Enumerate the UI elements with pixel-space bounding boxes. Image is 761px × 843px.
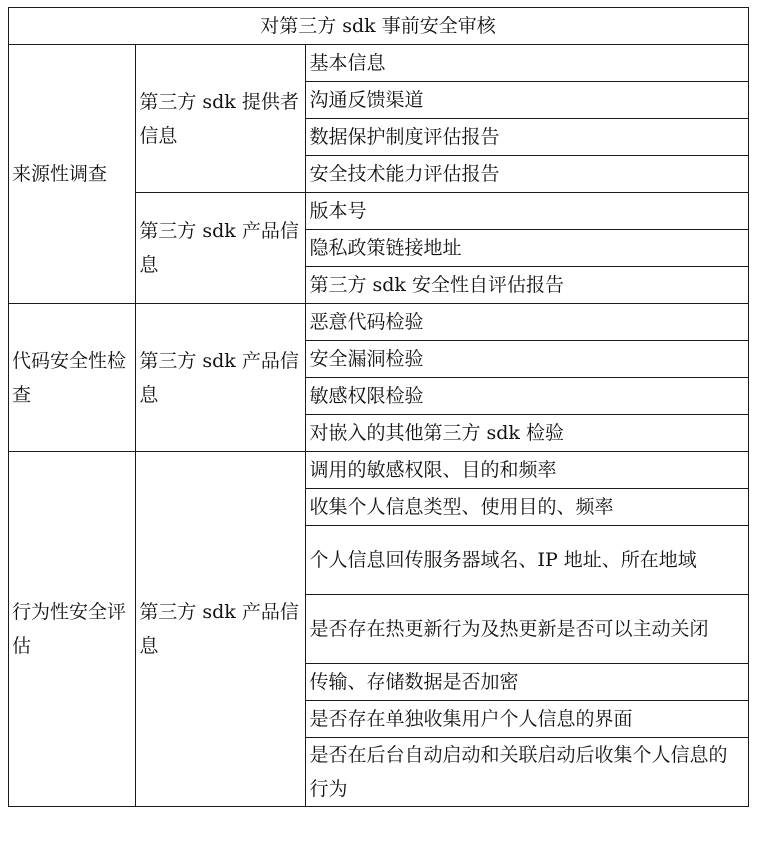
item-cell: 是否在后台自动启动和关联启动后收集个人信息的行为 bbox=[306, 738, 749, 807]
sdk-audit-table bbox=[8, 7, 749, 807]
item-cell: 敏感权限检验 bbox=[306, 378, 749, 415]
item-cell: 安全漏洞检验 bbox=[306, 341, 749, 378]
table-row bbox=[9, 45, 749, 82]
item-cell: 传输、存储数据是否加密 bbox=[306, 664, 749, 701]
item-cell: 恶意代码检验 bbox=[306, 304, 749, 341]
item-cell: 数据保护制度评估报告 bbox=[306, 119, 749, 156]
item-cell: 对嵌入的其他第三方 sdk 检验 bbox=[306, 415, 749, 452]
item-cell: 版本号 bbox=[306, 193, 749, 230]
group-cell: 第三方 sdk 产品信息 bbox=[136, 452, 306, 807]
group-cell: 第三方 sdk 产品信息 bbox=[136, 304, 306, 452]
item-cell: 沟通反馈渠道 bbox=[306, 82, 749, 119]
category-cell: 来源性调查 bbox=[9, 45, 136, 304]
table-row bbox=[9, 452, 749, 489]
item-cell: 第三方 sdk 安全性自评估报告 bbox=[306, 267, 749, 304]
item-cell: 收集个人信息类型、使用目的、频率 bbox=[306, 489, 749, 526]
table-title: 对第三方 sdk 事前安全审核 bbox=[9, 8, 749, 45]
item-cell: 是否存在热更新行为及热更新是否可以主动关闭 bbox=[306, 595, 749, 664]
table-title-row bbox=[9, 8, 749, 45]
item-cell: 基本信息 bbox=[306, 45, 749, 82]
item-cell: 个人信息回传服务器域名、IP 地址、所在地域 bbox=[306, 526, 749, 595]
table-row bbox=[9, 304, 749, 341]
group-cell: 第三方 sdk 提供者信息 bbox=[136, 45, 306, 193]
category-cell: 代码安全性检查 bbox=[9, 304, 136, 452]
group-cell: 第三方 sdk 产品信息 bbox=[136, 193, 306, 304]
item-cell: 隐私政策链接地址 bbox=[306, 230, 749, 267]
category-cell: 行为性安全评估 bbox=[9, 452, 136, 807]
item-cell: 调用的敏感权限、目的和频率 bbox=[306, 452, 749, 489]
item-cell: 是否存在单独收集用户个人信息的界面 bbox=[306, 701, 749, 738]
item-cell: 安全技术能力评估报告 bbox=[306, 156, 749, 193]
